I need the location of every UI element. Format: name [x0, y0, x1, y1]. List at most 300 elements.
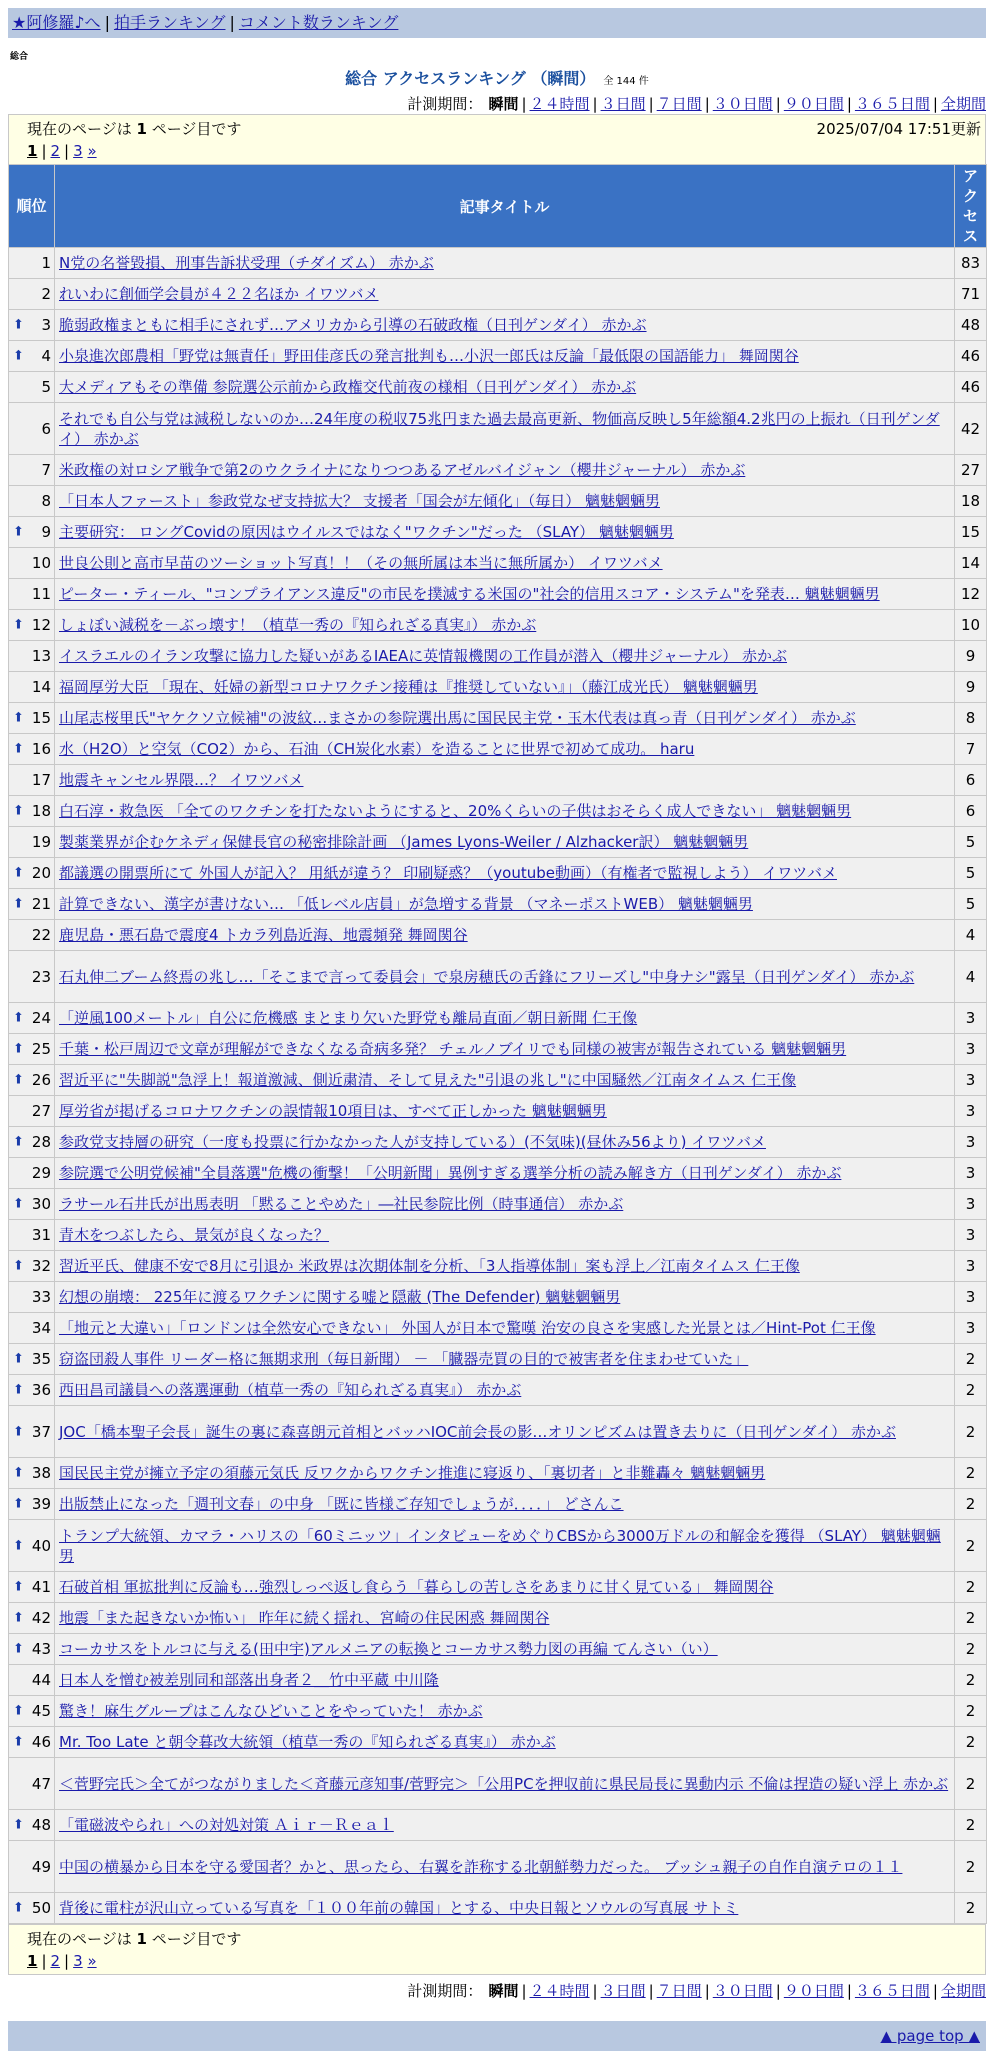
title-cell	[55, 1634, 955, 1665]
title-cell	[55, 1282, 955, 1313]
article-title-link[interactable]: JOC「橋本聖子会長」誕生の裏に森喜朗元首相とバッハIOC前会長の影…オリンピズムは置き去りに（日刊ゲンダイ） 赤かぶ	[59, 1422, 896, 1441]
title-cell	[55, 889, 955, 920]
rank-cell	[9, 858, 55, 889]
title-cell	[55, 1810, 955, 1841]
article-title-link[interactable]: 製薬業界が企むケネディ保健長官の秘密排除計画 （James Lyons-Weiler / Alzhacker訳） 魑魅魍魎男	[59, 833, 749, 851]
access-count: 2	[955, 1520, 987, 1572]
title-cell	[55, 1344, 955, 1375]
title-cell	[55, 1572, 955, 1603]
pagination-next-link[interactable]: »	[87, 1952, 97, 1970]
title-cell	[55, 1251, 955, 1282]
rank-up-arrow-icon: ⬆	[13, 1351, 24, 1367]
article-title-link[interactable]: 水（H2O）と空気（CO2）から、石油（CH炭化水素）を造ることに世界で初めて成功。 haru	[59, 740, 695, 758]
table-row	[9, 1603, 987, 1634]
rank-number: 42	[31, 1609, 51, 1627]
page-status	[27, 118, 241, 140]
access-count: 7	[955, 734, 987, 765]
period-option-link[interactable]: ２４時間	[529, 95, 590, 113]
pagination-page-link[interactable]: 2	[50, 142, 61, 160]
rank-number: 3	[41, 316, 51, 334]
rank-cell	[9, 1344, 55, 1375]
rank-up-arrow-icon: ⬆	[13, 1817, 24, 1833]
pagination	[9, 1950, 985, 1974]
pagination	[9, 140, 985, 164]
rank-number: 28	[31, 1133, 51, 1151]
access-count: 2	[955, 1344, 987, 1375]
rank-number: 24	[31, 1009, 51, 1027]
article-title-link[interactable]: 中国の横暴から日本を守る愛国者？かと、思ったら、右翼を詐称する北朝鮮勢力だった。 ブッシュ親子の自作自演テロの１１	[59, 1857, 903, 1876]
article-title-link[interactable]: 国民民主党が擁立予定の須藤元気氏 反ワクからワクチン推進に寝返り、「裏切者」と非難轟々 魑魅魍魎男	[59, 1464, 766, 1482]
period-option-link[interactable]: ３０日間	[712, 95, 773, 113]
rank-number: 2	[41, 285, 51, 303]
rank-number: 35	[31, 1350, 51, 1368]
table-row	[9, 858, 987, 889]
period-separator: |	[775, 95, 781, 113]
access-count: 3	[955, 1282, 987, 1313]
period-separator: |	[592, 95, 598, 113]
page-status-text: 現在のページは	[27, 1930, 137, 1948]
table-row	[9, 1810, 987, 1841]
pagination-separator: |	[64, 142, 70, 160]
rank-up-arrow-icon: ⬆	[13, 741, 24, 757]
title-cell	[55, 486, 955, 517]
title-cell	[55, 1520, 955, 1572]
period-option-link[interactable]: ３０日間	[712, 1982, 773, 2000]
title-cell	[55, 548, 955, 579]
rank-number: 45	[31, 1702, 51, 1720]
access-count: 2	[955, 1572, 987, 1603]
rank-number: 7	[41, 461, 51, 479]
title-cell	[55, 858, 955, 889]
period-option-link[interactable]: ３日間	[600, 95, 646, 113]
title-cell	[55, 248, 955, 279]
article-title-link[interactable]: 主要研究： ロングCovidの原因はウイルスではなく"ワクチン"だった （SLAY） 魑魅魍魎男	[59, 523, 674, 541]
article-title-link[interactable]: 都議選の開票所にて 外国人が記入？ 用紙が違う？ 印刷疑惑？（youtube動画）（有権者で監視しよう） イワツバメ	[59, 864, 837, 882]
article-title-link[interactable]: イスラエルのイラン攻撃に協力した疑いがあるIAEAに英情報機関の工作員が潜入（櫻井ジャーナル） 赤かぶ	[59, 647, 787, 665]
rank-cell	[9, 672, 55, 703]
table-row	[9, 1251, 987, 1282]
page-title: 総合 アクセスランキング （瞬間）	[345, 69, 596, 88]
access-count: 6	[955, 796, 987, 827]
table-row	[9, 765, 987, 796]
period-label: 計測期間：	[407, 95, 483, 113]
period-separator: |	[704, 95, 710, 113]
article-title-link[interactable]: 驚き！麻生グループはこんなひどいことをやっていた！ 赤かぶ	[59, 1702, 483, 1720]
article-title-link[interactable]: 大メディアもその準備 参院選公示前から政権交代前夜の様相（日刊ゲンダイ） 赤かぶ	[59, 378, 637, 396]
ranking-table	[8, 164, 987, 1924]
rank-up-arrow-icon: ⬆	[13, 1703, 24, 1719]
page-status-text: ページ目です	[146, 120, 242, 138]
current-page-number: 1	[136, 120, 147, 138]
title-cell	[55, 765, 955, 796]
article-title-link[interactable]: 千葉・松戸周辺で文章が理解ができなくなる奇病多発？ チェルノブイリでも同様の被害が報告されている 魑魅魍魎男	[59, 1040, 847, 1058]
article-title-link[interactable]: 参政党支持層の研究（一度も投票に行かなかった人が支持している）(不気味)(昼休み56より) イワツバメ	[59, 1133, 766, 1151]
rank-up-arrow-icon: ⬆	[13, 348, 24, 364]
period-option-link[interactable]: ７日間	[656, 95, 702, 113]
rank-number: 33	[31, 1288, 51, 1306]
access-header: アクセス	[955, 165, 987, 248]
page-status-text: 現在のページは	[27, 120, 137, 138]
access-count: 2	[955, 1406, 987, 1458]
period-separator: |	[704, 1982, 710, 2000]
rank-number: 20	[31, 864, 51, 882]
category-label: 総合	[10, 52, 29, 62]
rank-cell	[9, 1282, 55, 1313]
article-title-link[interactable]: 石丸伸二ブーム終焉の兆し…「そこまで言って委員会」で泉房穂氏の舌鋒にフリーズし"中身ナシ"露呈（日刊ゲンダイ） 赤かぶ	[59, 967, 915, 986]
rank-up-arrow-icon: ⬆	[13, 317, 24, 333]
current-page-number: 1	[136, 1930, 147, 1948]
rank-cell	[9, 548, 55, 579]
access-count: 2	[955, 1893, 987, 1924]
access-count: 3	[955, 1313, 987, 1344]
rank-up-arrow-icon: ⬆	[13, 1382, 24, 1398]
rank-up-arrow-icon: ⬆	[13, 1610, 24, 1626]
rank-number: 27	[31, 1102, 51, 1120]
title-cell	[55, 1841, 955, 1893]
article-title-link[interactable]: 参院選で公明党候補"全員落選"危機の衝撃！「公明新聞」異例すぎる選挙分析の読み解き方（日刊ゲンダイ） 赤かぶ	[59, 1164, 842, 1182]
rank-up-arrow-icon: ⬆	[13, 1734, 24, 1750]
title-cell	[55, 827, 955, 858]
period-option-link[interactable]: ９０日間	[783, 1982, 844, 2000]
article-title-link[interactable]: 習近平氏、健康不安で8月に引退か 米政界は次期体制を分析、「3人指導体制」案も浮上／江南タイムス 仁王像	[59, 1257, 800, 1275]
pagination-current: 1	[27, 1952, 38, 1970]
access-count: 4	[955, 951, 987, 1003]
table-row	[9, 703, 987, 734]
rank-cell	[9, 341, 55, 372]
article-title-link[interactable]: 石破首相 軍拡批判に反論も…強烈しっぺ返し食らう「暮らしの苦しさをあまりに甘く見ている」 舞岡関谷	[59, 1578, 774, 1596]
rank-number: 21	[31, 895, 51, 913]
table-row	[9, 641, 987, 672]
rank-cell	[9, 1489, 55, 1520]
table-row	[9, 889, 987, 920]
rank-cell	[9, 455, 55, 486]
rank-number: 14	[31, 678, 51, 696]
article-title-link[interactable]: 背後に電柱が沢山立っている写真を「１００年前の韓国」とする、中央日報とソウルの写真展 サトミ	[59, 1899, 739, 1917]
article-title-link[interactable]: 日本人を憎む被差別同和部落出身者２＿竹中平蔵 中川隆	[59, 1671, 439, 1689]
rank-number: 15	[31, 709, 51, 727]
period-separator: |	[846, 95, 852, 113]
title-cell	[55, 1034, 955, 1065]
article-title-link[interactable]: 西田昌司議員への落選運動（植草一秀の『知られざる真実』） 赤かぶ	[59, 1381, 522, 1399]
period-option-link[interactable]: 全期間	[940, 95, 986, 113]
rank-cell	[9, 951, 55, 1003]
access-count: 2	[955, 1634, 987, 1665]
article-title-link[interactable]: コーカサスをトルコに与える(田中宇)アルメニアの転換とコーカサス勢力図の再編 てんさい（い）	[59, 1640, 718, 1658]
article-title-link[interactable]: れいわに創価学会員が４２２名ほか イワツバメ	[59, 285, 379, 303]
rank-number: 19	[31, 833, 51, 851]
access-count: 83	[955, 248, 987, 279]
rank-cell	[9, 703, 55, 734]
rank-header: 順位	[9, 165, 55, 248]
rank-cell	[9, 248, 55, 279]
rank-cell	[9, 1665, 55, 1696]
table-row	[9, 372, 987, 403]
page-top-link[interactable]: ▲ page top ▲	[880, 2027, 980, 2045]
access-count: 2	[955, 1810, 987, 1841]
table-row	[9, 517, 987, 548]
table-row	[9, 1096, 987, 1127]
ranking-rows	[9, 248, 987, 1924]
rank-cell	[9, 920, 55, 951]
title-cell	[55, 1489, 955, 1520]
title-cell	[55, 610, 955, 641]
period-option-link[interactable]: ３６５日間	[854, 95, 930, 113]
access-count: 2	[955, 1489, 987, 1520]
article-title-link[interactable]: 窃盗団殺人事件 リーダー格に無期求刑（毎日新聞） － 「臓器売買の目的で被害者を住まわせていた」	[59, 1350, 749, 1368]
article-title-link[interactable]: 計算できない、漢字が書けない… 「低レベル店員」が急増する背景 （マネーポストWEB） 魑魅魍魎男	[59, 895, 753, 913]
table-row	[9, 1696, 987, 1727]
article-title-link[interactable]: 「地元と大違い」「ロンドンは全然安心できない」 外国人が日本で驚嘆 治安の良さを実感した光景とは／Hint-Pot 仁王像	[59, 1319, 876, 1337]
article-title-link[interactable]: Mr. Too Late と朝令暮改大統領（植草一秀の『知られざる真実』） 赤かぶ	[59, 1733, 556, 1751]
access-count: 10	[955, 610, 987, 641]
clap-ranking-link[interactable]: 拍手ランキング	[113, 13, 226, 32]
period-separator: |	[521, 95, 527, 113]
period-separator: |	[592, 1982, 598, 2000]
access-count: 12	[955, 579, 987, 610]
article-title-link[interactable]: 小泉進次郎農相「野党は無責任」野田佳彦氏の発言批判も…小沢一郎氏は反論「最低限の国語能力」 舞岡関谷	[59, 347, 799, 365]
table-row	[9, 1893, 987, 1924]
pagination-page-link[interactable]: 2	[50, 1952, 61, 1970]
period-option-link[interactable]: ３６５日間	[854, 1982, 930, 2000]
rank-cell	[9, 1458, 55, 1489]
article-title-link[interactable]: ラサール石井氏が出馬表明 「黙ることやめた」―社民参院比例（時事通信） 赤かぶ	[59, 1195, 624, 1213]
page-status-line	[9, 118, 985, 140]
pagination-separator: |	[41, 142, 47, 160]
rank-cell	[9, 1893, 55, 1924]
access-count: 3	[955, 1220, 987, 1251]
rank-cell	[9, 827, 55, 858]
title-cell	[55, 455, 955, 486]
period-separator: |	[932, 95, 938, 113]
table-row	[9, 1841, 987, 1893]
title-cell	[55, 1727, 955, 1758]
rank-number: 44	[31, 1671, 51, 1689]
rank-number: 46	[31, 1733, 51, 1751]
rank-cell	[9, 372, 55, 403]
rank-number: 10	[31, 554, 51, 572]
rank-number: 38	[31, 1464, 51, 1482]
access-count: 6	[955, 765, 987, 796]
page	[8, 0, 986, 2051]
rank-up-arrow-icon: ⬆	[13, 710, 24, 726]
page-status-text: ページ目です	[146, 1930, 242, 1948]
rank-number: 47	[31, 1774, 51, 1793]
rank-number: 5	[41, 378, 51, 396]
title-cell	[55, 1375, 955, 1406]
home-link[interactable]: ★阿修羅♪へ	[12, 13, 101, 32]
article-title-link[interactable]: 習近平に"失脚説"急浮上！報道激減、側近粛清、そして見えた"引退の兆し"に中国騒然／江南タイムス 仁王像	[59, 1071, 797, 1089]
rank-cell	[9, 310, 55, 341]
access-count: 71	[955, 279, 987, 310]
article-title-link[interactable]: 地震キャンセル界隈…？ イワツバメ	[59, 771, 304, 789]
period-selector-bottom	[8, 1981, 986, 2001]
article-title-link[interactable]: 「逆風100メートル」自公に危機感 まとまり欠いた野党も離局直面／朝日新聞 仁王像	[59, 1009, 638, 1027]
page-status-line	[9, 1928, 985, 1950]
article-title-link[interactable]: 幻想の崩壊： 225年に渡るワクチンに関する嘘と隠蔽 (The Defender) 魑魅魍魎男	[59, 1288, 621, 1306]
access-count: 3	[955, 1034, 987, 1065]
rank-cell	[9, 1096, 55, 1127]
rank-up-arrow-icon: ⬆	[13, 1258, 24, 1274]
title-header: 記事タイトル	[55, 165, 955, 248]
rank-number: 17	[31, 771, 51, 789]
rank-up-arrow-icon: ⬆	[13, 1579, 24, 1595]
title-row	[8, 70, 986, 88]
table-row	[9, 1220, 987, 1251]
article-title-link[interactable]: 鹿児島・悪石島で震度4 トカラ列島近海、地震頻発 舞岡関谷	[59, 926, 468, 944]
rank-up-arrow-icon: ⬆	[13, 1041, 24, 1057]
rank-number: 22	[31, 926, 51, 944]
access-count: 3	[955, 1189, 987, 1220]
table-row	[9, 1313, 987, 1344]
title-cell	[55, 1220, 955, 1251]
title-cell	[55, 920, 955, 951]
rank-number: 48	[31, 1816, 51, 1834]
table-row	[9, 1520, 987, 1572]
rank-cell	[9, 1406, 55, 1458]
table-row	[9, 1282, 987, 1313]
title-cell	[55, 372, 955, 403]
rank-up-arrow-icon: ⬆	[13, 1641, 24, 1657]
title-cell	[55, 1189, 955, 1220]
access-count: 42	[955, 403, 987, 455]
rank-number: 8	[41, 492, 51, 510]
article-title-link[interactable]: 「日本人ファースト」参政党なぜ支持拡大？ 支援者「国会が左傾化」（毎日） 魑魅魍魎男	[59, 492, 660, 510]
access-count: 4	[955, 920, 987, 951]
article-title-link[interactable]: ピーター・ティール、"コンプライアンス違反"の市民を撲滅する米国の"社会的信用スコア・システム"を発表… 魑魅魍魎男	[59, 585, 880, 603]
article-title-link[interactable]: しょぼい減税を－ぶっ壊す！（植草一秀の『知られざる真実』） 赤かぶ	[59, 616, 537, 634]
comment-ranking-link[interactable]: コメント数ランキング	[238, 13, 399, 32]
article-title-link[interactable]: 出版禁止になった「週刊文春」の中身 「既に皆様ご存知でしょうが．．．．」 どさんこ	[59, 1495, 624, 1513]
article-title-link[interactable]: 地震「また起きないか怖い」 昨年に続く揺れ、宮崎の住民困惑 舞岡関谷	[59, 1609, 550, 1627]
table-row	[9, 1572, 987, 1603]
access-count: 2	[955, 1665, 987, 1696]
period-separator: |	[648, 95, 654, 113]
table-row	[9, 1458, 987, 1489]
table-row	[9, 1003, 987, 1034]
article-title-link[interactable]: トランプ大統領、カマラ・ハリスの「60ミニッツ」インタビューをめぐりCBSから3000万ドルの和解金を獲得 （SLAY） 魑魅魍魎男	[59, 1526, 941, 1565]
access-count: 3	[955, 1127, 987, 1158]
title-cell	[55, 1696, 955, 1727]
rank-cell	[9, 1313, 55, 1344]
pagination-page-link[interactable]: 3	[73, 1952, 83, 1970]
period-option-current: 瞬間	[488, 95, 519, 113]
rank-number: 23	[31, 967, 51, 986]
table-row	[9, 1375, 987, 1406]
pagination-next-link[interactable]: »	[87, 142, 97, 160]
period-option-link[interactable]: 全期間	[940, 1982, 986, 2000]
title-cell	[55, 672, 955, 703]
period-option-link[interactable]: ３日間	[600, 1982, 646, 2000]
access-count: 3	[955, 1096, 987, 1127]
access-count: 3	[955, 1003, 987, 1034]
updated-timestamp: 2025/07/04 17:51更新	[816, 120, 981, 138]
access-count: 46	[955, 341, 987, 372]
access-count: 15	[955, 517, 987, 548]
access-count: 9	[955, 672, 987, 703]
article-title-link[interactable]: 白石淳・救急医 「全てのワクチンを打たないようにすると、20%くらいの子供はおそらく成人できない」 魑魅魍魎男	[59, 802, 852, 820]
table-row	[9, 672, 987, 703]
rank-cell	[9, 279, 55, 310]
rank-cell	[9, 610, 55, 641]
rank-cell	[9, 1065, 55, 1096]
rank-number: 12	[31, 616, 51, 634]
pagination-page-link[interactable]: 3	[73, 142, 83, 160]
rank-number: 16	[31, 740, 51, 758]
rank-number: 26	[31, 1071, 51, 1089]
rank-cell	[9, 579, 55, 610]
article-title-link[interactable]: N党の名誉毀損、刑事告訴状受理（チダイズム） 赤かぶ	[59, 254, 434, 272]
access-count: 2	[955, 1727, 987, 1758]
rank-cell	[9, 1603, 55, 1634]
access-count: 2	[955, 1758, 987, 1810]
rank-cell	[9, 1841, 55, 1893]
period-option-link[interactable]: ９０日間	[783, 95, 844, 113]
article-title-link[interactable]: 福岡厚労大臣 「現在、妊婦の新型コロナワクチン接種は『推奨していない』」（藤江成光氏） 魑魅魍魎男	[59, 678, 758, 696]
period-separator: |	[648, 1982, 654, 2000]
rank-number: 41	[31, 1578, 51, 1596]
title-cell	[55, 310, 955, 341]
title-cell	[55, 703, 955, 734]
rank-up-arrow-icon: ⬆	[13, 896, 24, 912]
rank-cell	[9, 889, 55, 920]
table-row	[9, 1665, 987, 1696]
article-title-link[interactable]: 厚労省が掲げるコロナワクチンの誤情報10項目は、すべて正しかった 魑魅魍魎男	[59, 1102, 607, 1120]
table-row	[9, 1344, 987, 1375]
title-cell	[55, 1096, 955, 1127]
rank-cell	[9, 1634, 55, 1665]
period-separator: |	[846, 1982, 852, 2000]
title-cell	[55, 1158, 955, 1189]
title-cell	[55, 1406, 955, 1458]
rank-cell	[9, 796, 55, 827]
title-cell	[55, 579, 955, 610]
article-title-link[interactable]: 青木をつぶしたら、景気が良くなった？	[59, 1226, 330, 1244]
rank-up-arrow-icon: ⬆	[13, 1196, 24, 1212]
rank-cell	[9, 1572, 55, 1603]
rank-number: 30	[31, 1195, 51, 1213]
rank-cell	[9, 403, 55, 455]
rank-number: 32	[31, 1257, 51, 1275]
rank-up-arrow-icon: ⬆	[13, 1538, 24, 1553]
article-title-link[interactable]: 山尾志桜里氏"ヤケクソ立候補"の波紋…まさかの参院選出馬に国民民主党・玉木代表は真っ青（日刊ゲンダイ） 赤かぶ	[59, 709, 856, 727]
rank-cell	[9, 1003, 55, 1034]
period-option-link[interactable]: ７日間	[656, 1982, 702, 2000]
rank-number: 49	[31, 1857, 51, 1876]
article-title-link[interactable]: 米政権の対ロシア戦争で第2のウクライナになりつつあるアゼルバイジャン（櫻井ジャーナル） 赤かぶ	[59, 461, 746, 479]
rank-up-arrow-icon: ⬆	[13, 1900, 24, 1916]
article-title-link[interactable]: 「電磁波やられ」への対処対策 Ａｉｒ－Ｒｅａｌ	[59, 1816, 394, 1834]
rank-cell	[9, 1189, 55, 1220]
rank-cell	[9, 641, 55, 672]
title-cell	[55, 1603, 955, 1634]
rank-number: 50	[31, 1899, 51, 1917]
table-row	[9, 1489, 987, 1520]
rank-number: 6	[41, 419, 51, 438]
rank-cell	[9, 1220, 55, 1251]
table-row	[9, 310, 987, 341]
period-option-link[interactable]: ２４時間	[529, 1982, 590, 2000]
top-nav	[8, 8, 986, 38]
article-title-link[interactable]: 世良公則と高市早苗のツーショット写真！！（その無所属は本当に無所属か） イワツバメ	[59, 554, 663, 572]
article-title-link[interactable]: それでも自公与党は減税しないのか…24年度の税収75兆円また過去最高更新、物価高反映し5年総額4.2兆円の上振れ（日刊ゲンダイ） 赤かぶ	[59, 409, 940, 448]
rank-cell	[9, 765, 55, 796]
table-row	[9, 1634, 987, 1665]
title-cell	[55, 1665, 955, 1696]
rank-number: 40	[31, 1536, 51, 1555]
article-title-link[interactable]: 脆弱政権まともに相手にされず…アメリカから引導の石破政権（日刊ゲンダイ） 赤かぶ	[59, 316, 647, 334]
rank-number: 9	[41, 523, 51, 541]
article-title-link[interactable]: ＜菅野完氏＞全てがつながりました＜斉藤元彦知事/菅野完＞「公用PCを押収前に県民局長に異動内示 不倫は捏造の疑い浮上 赤かぶ	[59, 1774, 949, 1793]
